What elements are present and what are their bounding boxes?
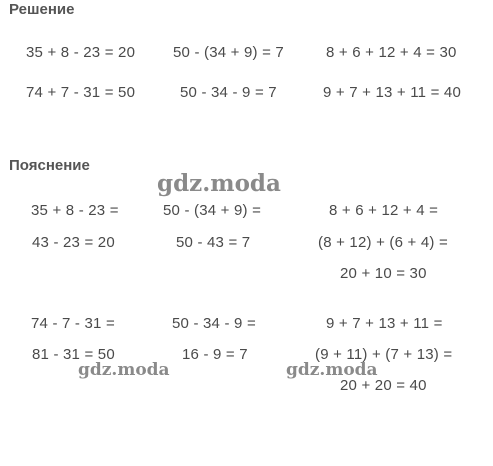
solution-heading: Решение [9, 1, 75, 18]
explanation-step: 74 - 7 - 31 = [31, 315, 115, 332]
watermark: gdz.moda [157, 170, 281, 197]
explanation-step: 81 - 31 = 50 [32, 346, 115, 363]
explanation-step: 20 + 10 = 30 [340, 265, 427, 282]
solution-equation: 50 - 34 - 9 = 7 [180, 84, 277, 101]
explanation-step: 50 - 34 - 9 = [172, 315, 256, 332]
explanation-step: 50 - (34 + 9) = [163, 202, 262, 219]
explanation-step: 16 - 9 = 7 [182, 346, 248, 363]
solution-equation: 8 + 6 + 12 + 4 = 30 [326, 44, 457, 61]
explanation-step: 8 + 6 + 12 + 4 = [329, 202, 439, 219]
watermark: gdz.moda [286, 360, 378, 380]
solution-equation: 50 - (34 + 9) = 7 [173, 44, 284, 61]
solution-equation: 74 + 7 - 31 = 50 [26, 84, 136, 101]
explanation-step: 35 + 8 - 23 = [31, 202, 119, 219]
solution-equation: 9 + 7 + 13 + 11 = 40 [323, 84, 462, 101]
explanation-step: 50 - 43 = 7 [176, 234, 251, 251]
explanation-step: (9 + 11) + (7 + 13) = [315, 346, 453, 363]
solution-equation: 35 + 8 - 23 = 20 [26, 44, 136, 61]
explanation-step: (8 + 12) + (6 + 4) = [318, 234, 448, 251]
explanation-step: 43 - 23 = 20 [32, 234, 115, 251]
watermark: gdz.moda [78, 360, 170, 380]
explanation-step: 9 + 7 + 13 + 11 = [326, 315, 443, 332]
explanation-heading: Пояснение [9, 157, 90, 174]
explanation-step: 20 + 20 = 40 [340, 377, 427, 394]
